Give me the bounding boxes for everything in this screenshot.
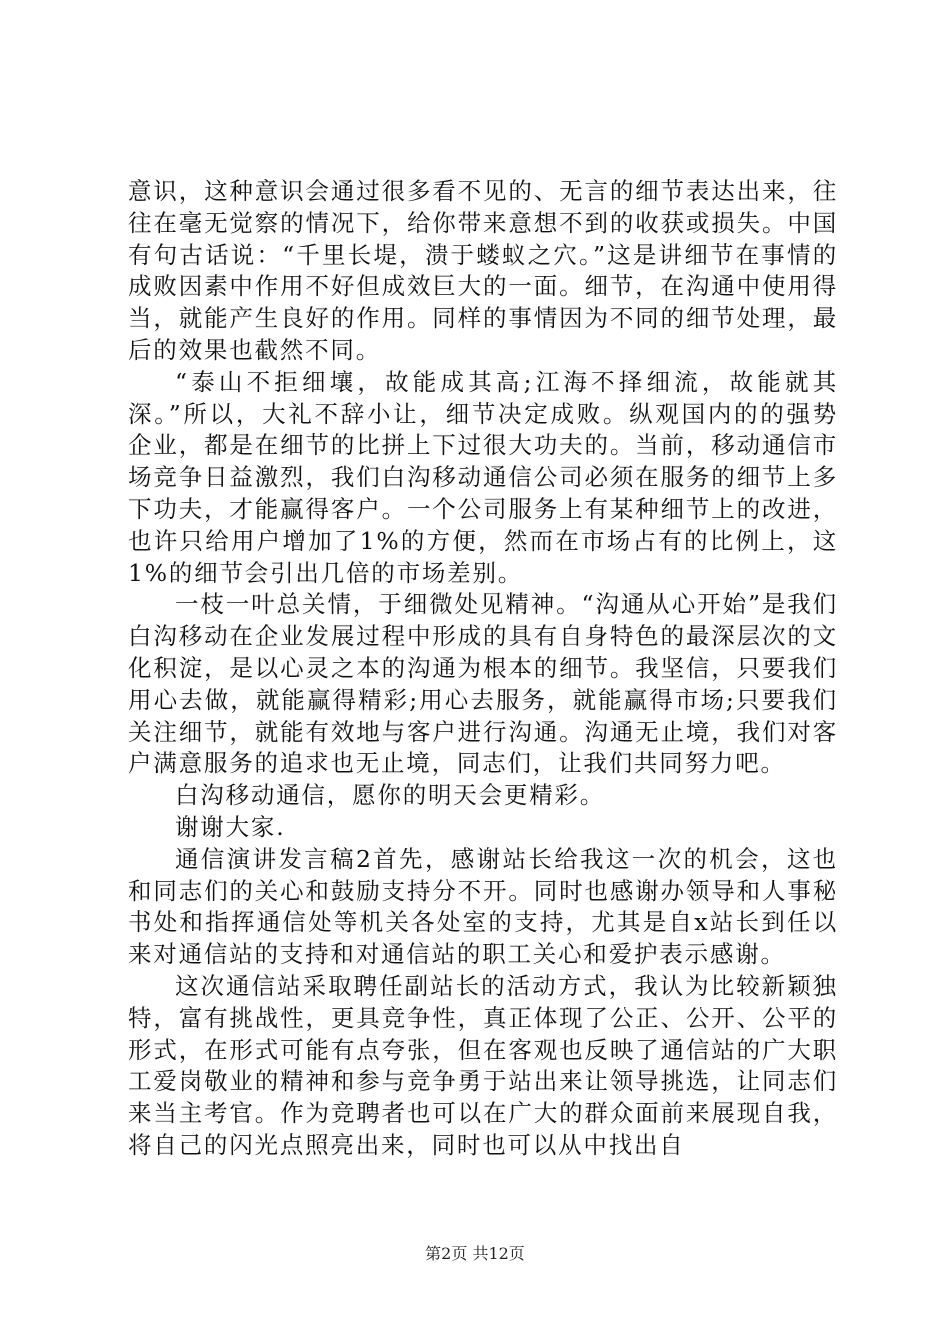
paragraph: 通信演讲发言稿2首先，感谢站长给我这一次的机会，这也和同志们的关心和鼓励支持分不开。同时也感谢办领导和人事秘书处和指挥通信处等机关各处室的支持，尤其是自x站长到任以来对通信站的支持和对通信站的职工关心和爱护表示感谢。 <box>128 844 838 969</box>
page-number-footer: 第2页 共12页 <box>425 1244 525 1263</box>
paragraph: 谢谢大家. <box>175 812 286 841</box>
paragraph-continuation: 意识，这种意识会通过很多看不见的、无言的细节表达出来，往往在毫无觉察的情况下，给你带来意想不到的收获或损失。中国有句古话说：“千里长堤，溃于蝼蚁之穴。”这是讲细节在事情的成败因素中作用不好但成效巨大的一面。细节，在沟通中使用得当，就能产生良好的作用。同样的事情因为不同的细节处理，最后的效果也截然不同。 <box>128 177 838 364</box>
paragraph: 这次通信站采取聘任副站长的活动方式，我认为比较新颖独特，富有挑战性，更具竞争性，真正体现了公正、公开、公平的形式，在形式可能有点夸张，但在客观也反映了通信站的广大职工爱岗敬业的精神和参与竞争勇于站出来让领导挑选，让同志们来当主考官。作为竞聘者也可以在广大的群众面前来展现自我，将自己的闪光点照亮出来，同时也可以从中找出自 <box>128 971 838 1159</box>
paragraph: 一枝一叶总关情，于细微处见精神。“沟通从心开始”是我们白沟移动在企业发展过程中形成的具有自身特色的最深层次的文化积淀，是以心灵之本的沟通为根本的细节。我坚信，只要我们用心去做，就能赢得精彩;用心去服务，就能赢得市场;只要我们关注细节，就能有效地与客户进行沟通。沟通无止境，我们对客户满意服务的追求也无止境，同志们，让我们共同努力吧。 <box>128 590 838 778</box>
paragraph: “泰山不拒细壤，故能成其高;江海不择细流，故能就其深。”所以，大礼不辞小让，细节决定成败。纵观国内的的强势企业，都是在细节的比拼上下过很大功夫的。当前，移动通信市场竞争日益激烈，我们白沟移动通信公司必须在服务的细节上多下功夫，才能赢得客户。一个公司服务上有某种细节上的改进，也许只给用户增加了1%的方便，然而在市场占有的比例上，这1%的细节会引出几倍的市场差别。 <box>128 367 838 587</box>
document-body <box>128 176 838 1162</box>
paragraph: 白沟移动通信，愿你的明天会更精彩。 <box>175 781 606 810</box>
